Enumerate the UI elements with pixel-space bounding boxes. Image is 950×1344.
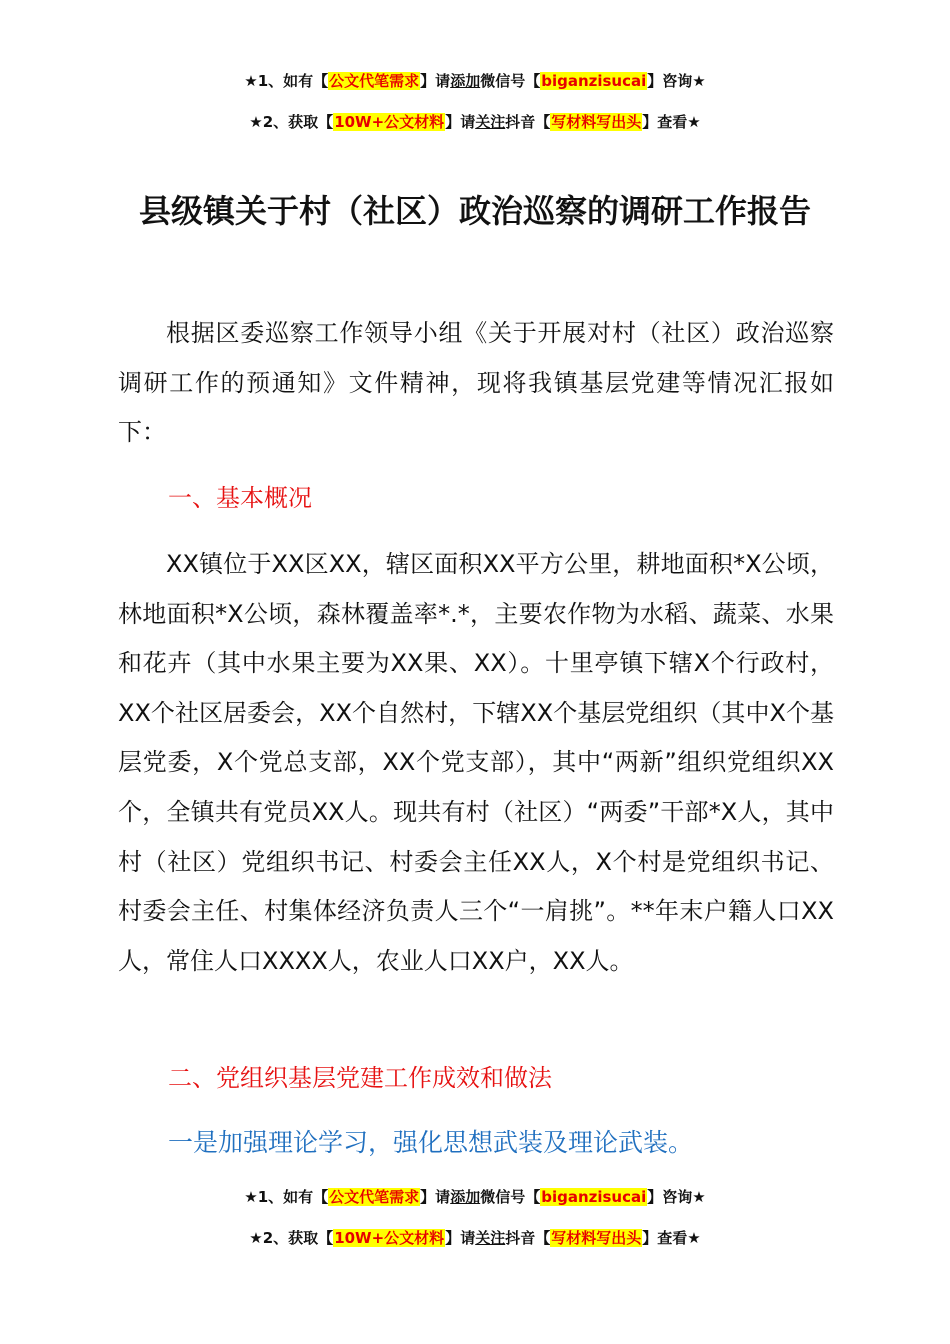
promo-text: ★2、获取【 — [249, 1229, 334, 1247]
promo-text: 抖音【 — [505, 1229, 551, 1247]
promo-underline: 添加 — [450, 1188, 481, 1206]
promo-line-1 — [0, 1187, 950, 1207]
promo-highlight: 写材料写出头 — [551, 113, 642, 131]
promo-line-1 — [0, 71, 950, 91]
subsection-heading-theory-study: 一是加强理论学习，强化思想武装及理论武装。 — [168, 1128, 694, 1157]
promo-highlight: 10W+公文材料 — [334, 113, 445, 131]
promo-text: 】请 — [445, 113, 476, 131]
promo-line-2 — [0, 112, 950, 132]
promo-text: 】请 — [420, 72, 451, 90]
document-title: 县级镇关于村（社区）政治巡察的调研工作报告 — [138, 192, 811, 230]
section-heading-basic-overview: 一、基本概况 — [168, 484, 312, 512]
promo-text: 】请 — [420, 1188, 451, 1206]
promo-text: 】咨询★ — [647, 72, 706, 90]
section-heading-party-building: 二、党组织基层党建工作成效和做法 — [168, 1064, 552, 1092]
intro-paragraph: 根据区委巡察工作领导小组《关于开展对村（社区）政治巡察调研工作的预通知》文件精神，现将我镇基层党建等情况汇报如下： — [118, 319, 834, 447]
promo-highlight: 公文代笔需求 — [329, 1188, 420, 1206]
promo-highlight: 公文代笔需求 — [329, 72, 420, 90]
promo-highlight: 写材料写出头 — [551, 1229, 642, 1247]
section-body-basic-overview: XX镇位于XX区XX，辖区面积XX平方公里，耕地面积*X公顷，林地面积*X公顷，森林覆盖率*.*，主要农作物为水稻、蔬菜、水果和花卉（其中水果主要为XX果、XX）。十里亭镇下辖X个行政村，XX个社区居委会，XX个自然村，下辖XX个基层党组织（其中X个基层党委，X个党总支部，XX个党支部），其中“两新”组织党组织XX个，全镇共有党员XX人。现共有村（社区）“两委”干部*X人，其中村（社区）党组织书记、村委会主任XX人，X个村是党组织书记、村委会主任、村集体经济负责人三个“一肩挑”。**年末户籍人口XX人，常住人口XXXX人，农业人口XX户，XX人。 — [118, 550, 834, 975]
promo-underline: 关注 — [475, 1229, 506, 1247]
promo-underline: 关注 — [475, 113, 506, 131]
promo-text: ★2、获取【 — [249, 113, 334, 131]
promo-highlight: 10W+公文材料 — [334, 1229, 445, 1247]
promo-highlight: biganzisucai — [541, 1188, 647, 1206]
promo-highlight: biganzisucai — [541, 72, 647, 90]
promo-text: ★1、如有【 — [244, 72, 329, 90]
promo-text: 】请 — [445, 1229, 476, 1247]
promo-text: ★1、如有【 — [244, 1188, 329, 1206]
promo-underline: 添加 — [450, 72, 481, 90]
promo-text: 微信号【 — [480, 72, 541, 90]
promo-text: 微信号【 — [480, 1188, 541, 1206]
promo-line-2 — [0, 1228, 950, 1248]
promo-text: 】咨询★ — [647, 1188, 706, 1206]
promo-text: 抖音【 — [505, 113, 551, 131]
promo-text: 】查看★ — [642, 1229, 701, 1247]
promo-text: 】查看★ — [642, 113, 701, 131]
